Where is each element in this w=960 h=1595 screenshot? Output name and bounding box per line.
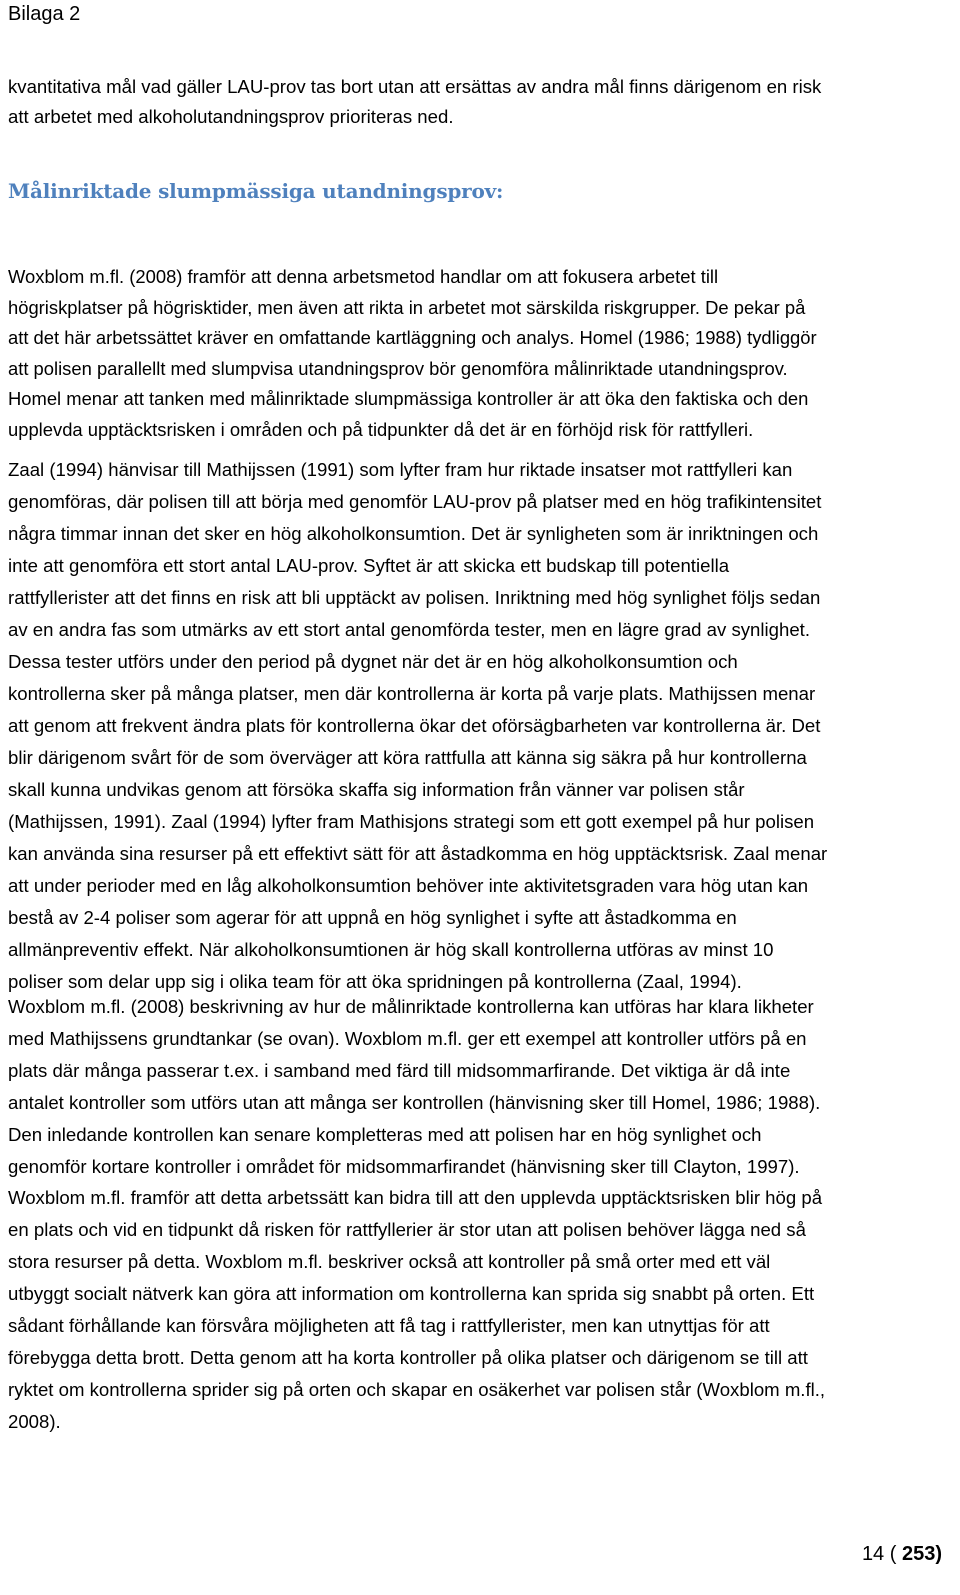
text-line: några timmar innan det sker en hög alkoholkonsumtion. Det är synligheten som är inriktningen och — [8, 523, 819, 544]
text-line: ryktet om kontrollerna sprider sig på orten och skapar en osäkerhet var polisen står (Woxblom m.fl., — [8, 1378, 826, 1400]
text-line: 2008). — [8, 1410, 61, 1432]
text-line: högriskplatser på högrisktider, men även att rikta in arbetet mot särskilda riskgrupper. De pekar på — [8, 296, 806, 318]
text-line: Zaal (1994) hänvisar till Mathijssen (1991) som lyfter fram hur riktade insatser mot rattfylleri kan — [8, 459, 793, 480]
text-line: Den inledande kontrollen kan senare kompletteras med att polisen har en hög synlighet och — [8, 1123, 762, 1145]
text-line: kan använda sina resurser på ett effektivt sätt för att åstadkomma en hög upptäcktsrisk. Zaal menar — [8, 843, 828, 864]
text-line: att det här arbetssättet kräver en omfattande kartläggning och analys. Homel (1986; 1988) tydliggör — [8, 327, 817, 348]
text-line: rattfyllerister att det finns en risk att bli upptäckt av polisen. Inriktning med hög synlighet följs sedan — [8, 587, 821, 608]
page-number-current: 14 ( — [861, 1543, 897, 1565]
text-line: med Mathijssens grundtankar (se ovan). Woxblom m.fl. ger ett exempel att kontroller utförs på en — [8, 1027, 807, 1049]
paragraph-zaal-mathijssen — [8, 454, 948, 998]
text-line: inte att genomföra ett stort antal LAU-prov. Syftet är att skicka ett budskap till potentiella — [8, 555, 730, 576]
text-line: blir därigenom svårt för de som överväger att köra rattfulla att känna sig säkra på hur kontrollerna — [8, 747, 807, 768]
text-line: att genom att frekvent ändra plats för kontrollerna ökar det oförsägbarheten var kontrollerna är. Det — [8, 715, 821, 736]
text-line: av en andra fas som utmärks av ett stort antal genomförda tester, men en lägre grad av synlighet. — [8, 619, 811, 640]
appendix-label: Bilaga 2 — [8, 3, 81, 25]
text-line: genomför kortare kontroller i området för midsommarfirandet (hänvisning sker till Clayton, 1997). — [8, 1155, 800, 1177]
text-line: Woxblom m.fl. (2008) beskrivning av hur de målinriktade kontrollerna kan utföras har klara likheter — [8, 996, 814, 1017]
text-line: Dessa tester utförs under den period på dygnet när det är en hög alkoholkonsumtion och — [8, 651, 738, 672]
text-line: förebygga detta brott. Detta genom att ha korta kontroller på olika platser och därigenom se till att — [8, 1346, 808, 1368]
text-line: Woxblom m.fl. (2008) framför att denna arbetsmetod handlar om att fokusera arbetet till — [8, 266, 719, 287]
text-line: antalet kontroller som utförs utan att många ser kontrollen (hänvisning sker till Homel, 1986; 1988). — [8, 1091, 821, 1113]
text-line: Homel menar att tanken med målinriktade slumpmässiga kontroller är att öka den faktiska och den — [8, 388, 809, 409]
page-number — [862, 1541, 942, 1567]
text-line: stora resurser på detta. Woxblom m.fl. beskriver också att kontroller på små orter med ett väl — [8, 1251, 771, 1273]
page-number-total: 253) — [901, 1543, 942, 1565]
text-line: att under perioder med en låg alkoholkonsumtion behöver inte aktivitetsgraden vara hög utan kan — [8, 875, 809, 896]
text-line: (Mathijssen, 1991). Zaal (1994) lyfter fram Mathisjons strategi som ett gott exempel på hur polisen — [8, 811, 815, 832]
text-line: plats där många passerar t.ex. i samband med färd till midsommarfirande. Det viktiga är då inte — [8, 1059, 791, 1081]
text-line: allmänpreventiv effekt. När alkoholkonsumtionen är hög skall kontrollerna utföras av minst 10 — [8, 939, 774, 960]
text-line: upplevda upptäcktsrisken i områden och på tidpunkter då det är en förhöjd risk för rattfylleri. — [8, 418, 754, 440]
intro-paragraph — [8, 72, 948, 132]
text-line: utbyggt socialt nätverk kan göra att information om kontrollerna kan sprida sig snabbt på orten. Ett — [8, 1283, 815, 1305]
paragraph-woxblom-description — [8, 991, 948, 1438]
text-line: Woxblom m.fl. framför att detta arbetssätt kan bidra till att den upplevda upptäcktsrisken blir hög på — [8, 1187, 823, 1209]
text-line: att arbetet med alkoholutandningsprov prioriteras ned. — [8, 106, 454, 127]
text-line: genomföras, där polisen till att börja med genomför LAU-prov på platser med en hög trafikintensitet — [8, 491, 822, 512]
text-line: att polisen parallellt med slumpvisa utandningsprov bör genomföra målinriktade utandningsprov. — [8, 357, 788, 379]
paragraph-woxblom-targeted — [8, 262, 948, 445]
text-line: kvantitativa mål vad gäller LAU-prov tas bort utan att ersättas av andra mål finns därigenom en risk — [8, 76, 822, 97]
text-line: poliser som delar upp sig i olika team för att öka spridningen på kontrollerna (Zaal, 1994). — [8, 971, 742, 992]
text-line: kontrollerna sker på många platser, men där kontrollerna är korta på varje plats. Mathijssen menar — [8, 683, 816, 704]
text-line: skall kunna undvikas genom att försöka skaffa sig information från vänner var polisen står — [8, 779, 745, 800]
section-heading: Målinriktade slumpmässiga utandningsprov: — [8, 179, 504, 203]
text-line: en plats och vid en tidpunkt då risken för rattfyllerier är stor utan att polisen behöver lägga ned så — [8, 1219, 806, 1241]
text-line: bestå av 2-4 poliser som agerar för att uppnå en hög synlighet i syfte att åstadkomma en — [8, 907, 737, 928]
text-line: sådant förhållande kan försvåra möjligheten att få tag i rattfyllerister, men kan utnyttjas för att — [8, 1315, 770, 1337]
